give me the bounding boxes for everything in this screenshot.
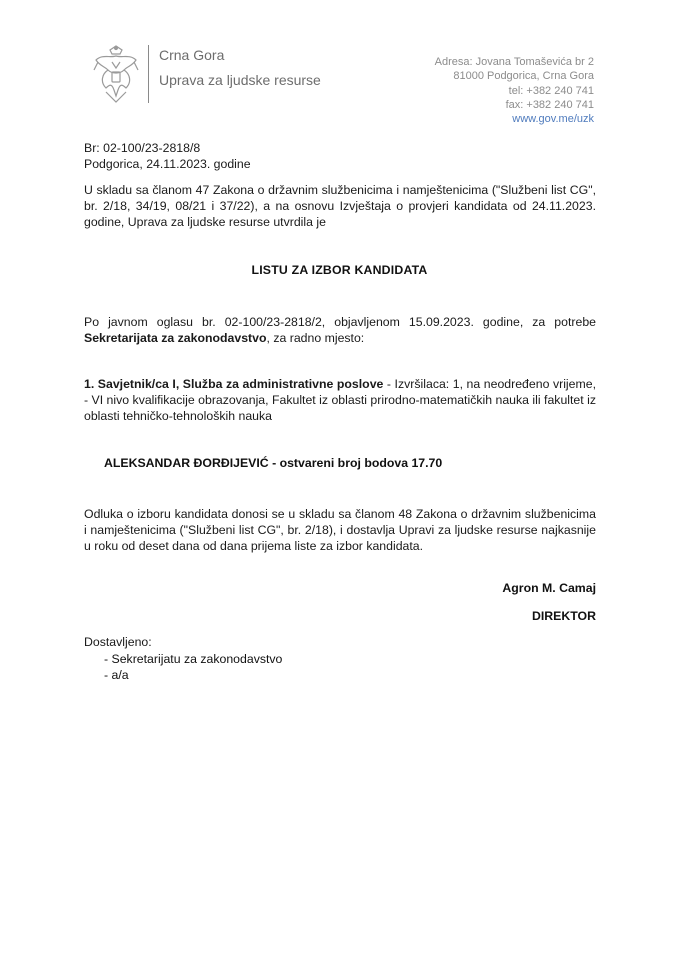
- announcement-tail: , za radno mjesto:: [266, 331, 365, 346]
- phone-number: tel: +382 240 741: [508, 84, 594, 97]
- signatory-name: Agron M. Camaj: [502, 581, 596, 595]
- website-link[interactable]: www.gov.me/uzk: [512, 113, 594, 126]
- list-item: - Sekretarijatu za zakonodavstvo: [104, 652, 283, 666]
- reference-block: [84, 140, 596, 172]
- position-title: 1. Savjetnik/ca I, Služba za administrativne poslove: [84, 377, 384, 391]
- header-divider: [148, 45, 149, 103]
- contact-block: [435, 55, 594, 126]
- delivered-label: Dostavljeno:: [84, 635, 152, 649]
- position-paragraph: [84, 376, 596, 425]
- announcement-paragraph: [84, 314, 596, 346]
- place-date: Podgorica, 24.11.2023. godine: [84, 157, 251, 172]
- org-country: Crna Gora: [159, 47, 225, 63]
- list-item: - a/a: [104, 668, 129, 683]
- reference-number: Br: 02-100/23-2818/8: [84, 141, 201, 155]
- decision-paragraph: Odluka o izboru kandidata donosi se u skladu sa članom 48 Zakona o državnim službenicima i namještenicima ("Službeni list CG", br. 2/18), i dostavlja Upravi za ljudske resurse najkasnije u roku od deset dana od dana prijema liste za izbor kandidata.: [84, 507, 596, 554]
- position-details: - Izvršilaca: 1, na neodređeno vrijeme, - VI nivo kvalifikacije obrazovanja, Fakultet iz oblasti prirodno-matematičkih nauka ili fakultet iz oblasti tehničko-tehnoloških nauka: [84, 377, 596, 424]
- org-name: Uprava za ljudske resurse: [159, 72, 321, 88]
- montenegro-crest-icon: [90, 44, 142, 106]
- document-title: LISTU ZA IZBOR KANDIDATA: [251, 263, 428, 277]
- selected-candidate: ALEKSANDAR ĐORĐIJEVIĆ - ostvareni broj bodova 17.70: [104, 456, 443, 470]
- address-city: 81000 Podgorica, Crna Gora: [453, 70, 594, 83]
- announcement-text: Po javnom oglasu br. 02-100/23-2818/2, objavljenom 15.09.2023. godine, za potrebe: [84, 315, 596, 329]
- intro-paragraph: U skladu sa članom 47 Zakona o državnim službenicima i namještenicima ("Službeni list CG", br. 2/18, 34/19, 08/21 i 37/22), a na osnovu Izvještaja o provjeri kandidata od 24.11.2023. godine, Uprava za ljudske resurse utvrdila je: [84, 183, 596, 230]
- address-street: Adresa: Jovana Tomaševića br 2: [434, 56, 594, 68]
- recipients-list: [104, 651, 282, 683]
- signatory-title: DIREKTOR: [532, 609, 596, 623]
- announcement-department: Sekretarijata za zakonodavstvo: [84, 331, 267, 346]
- fax-number: fax: +382 240 741: [505, 98, 594, 111]
